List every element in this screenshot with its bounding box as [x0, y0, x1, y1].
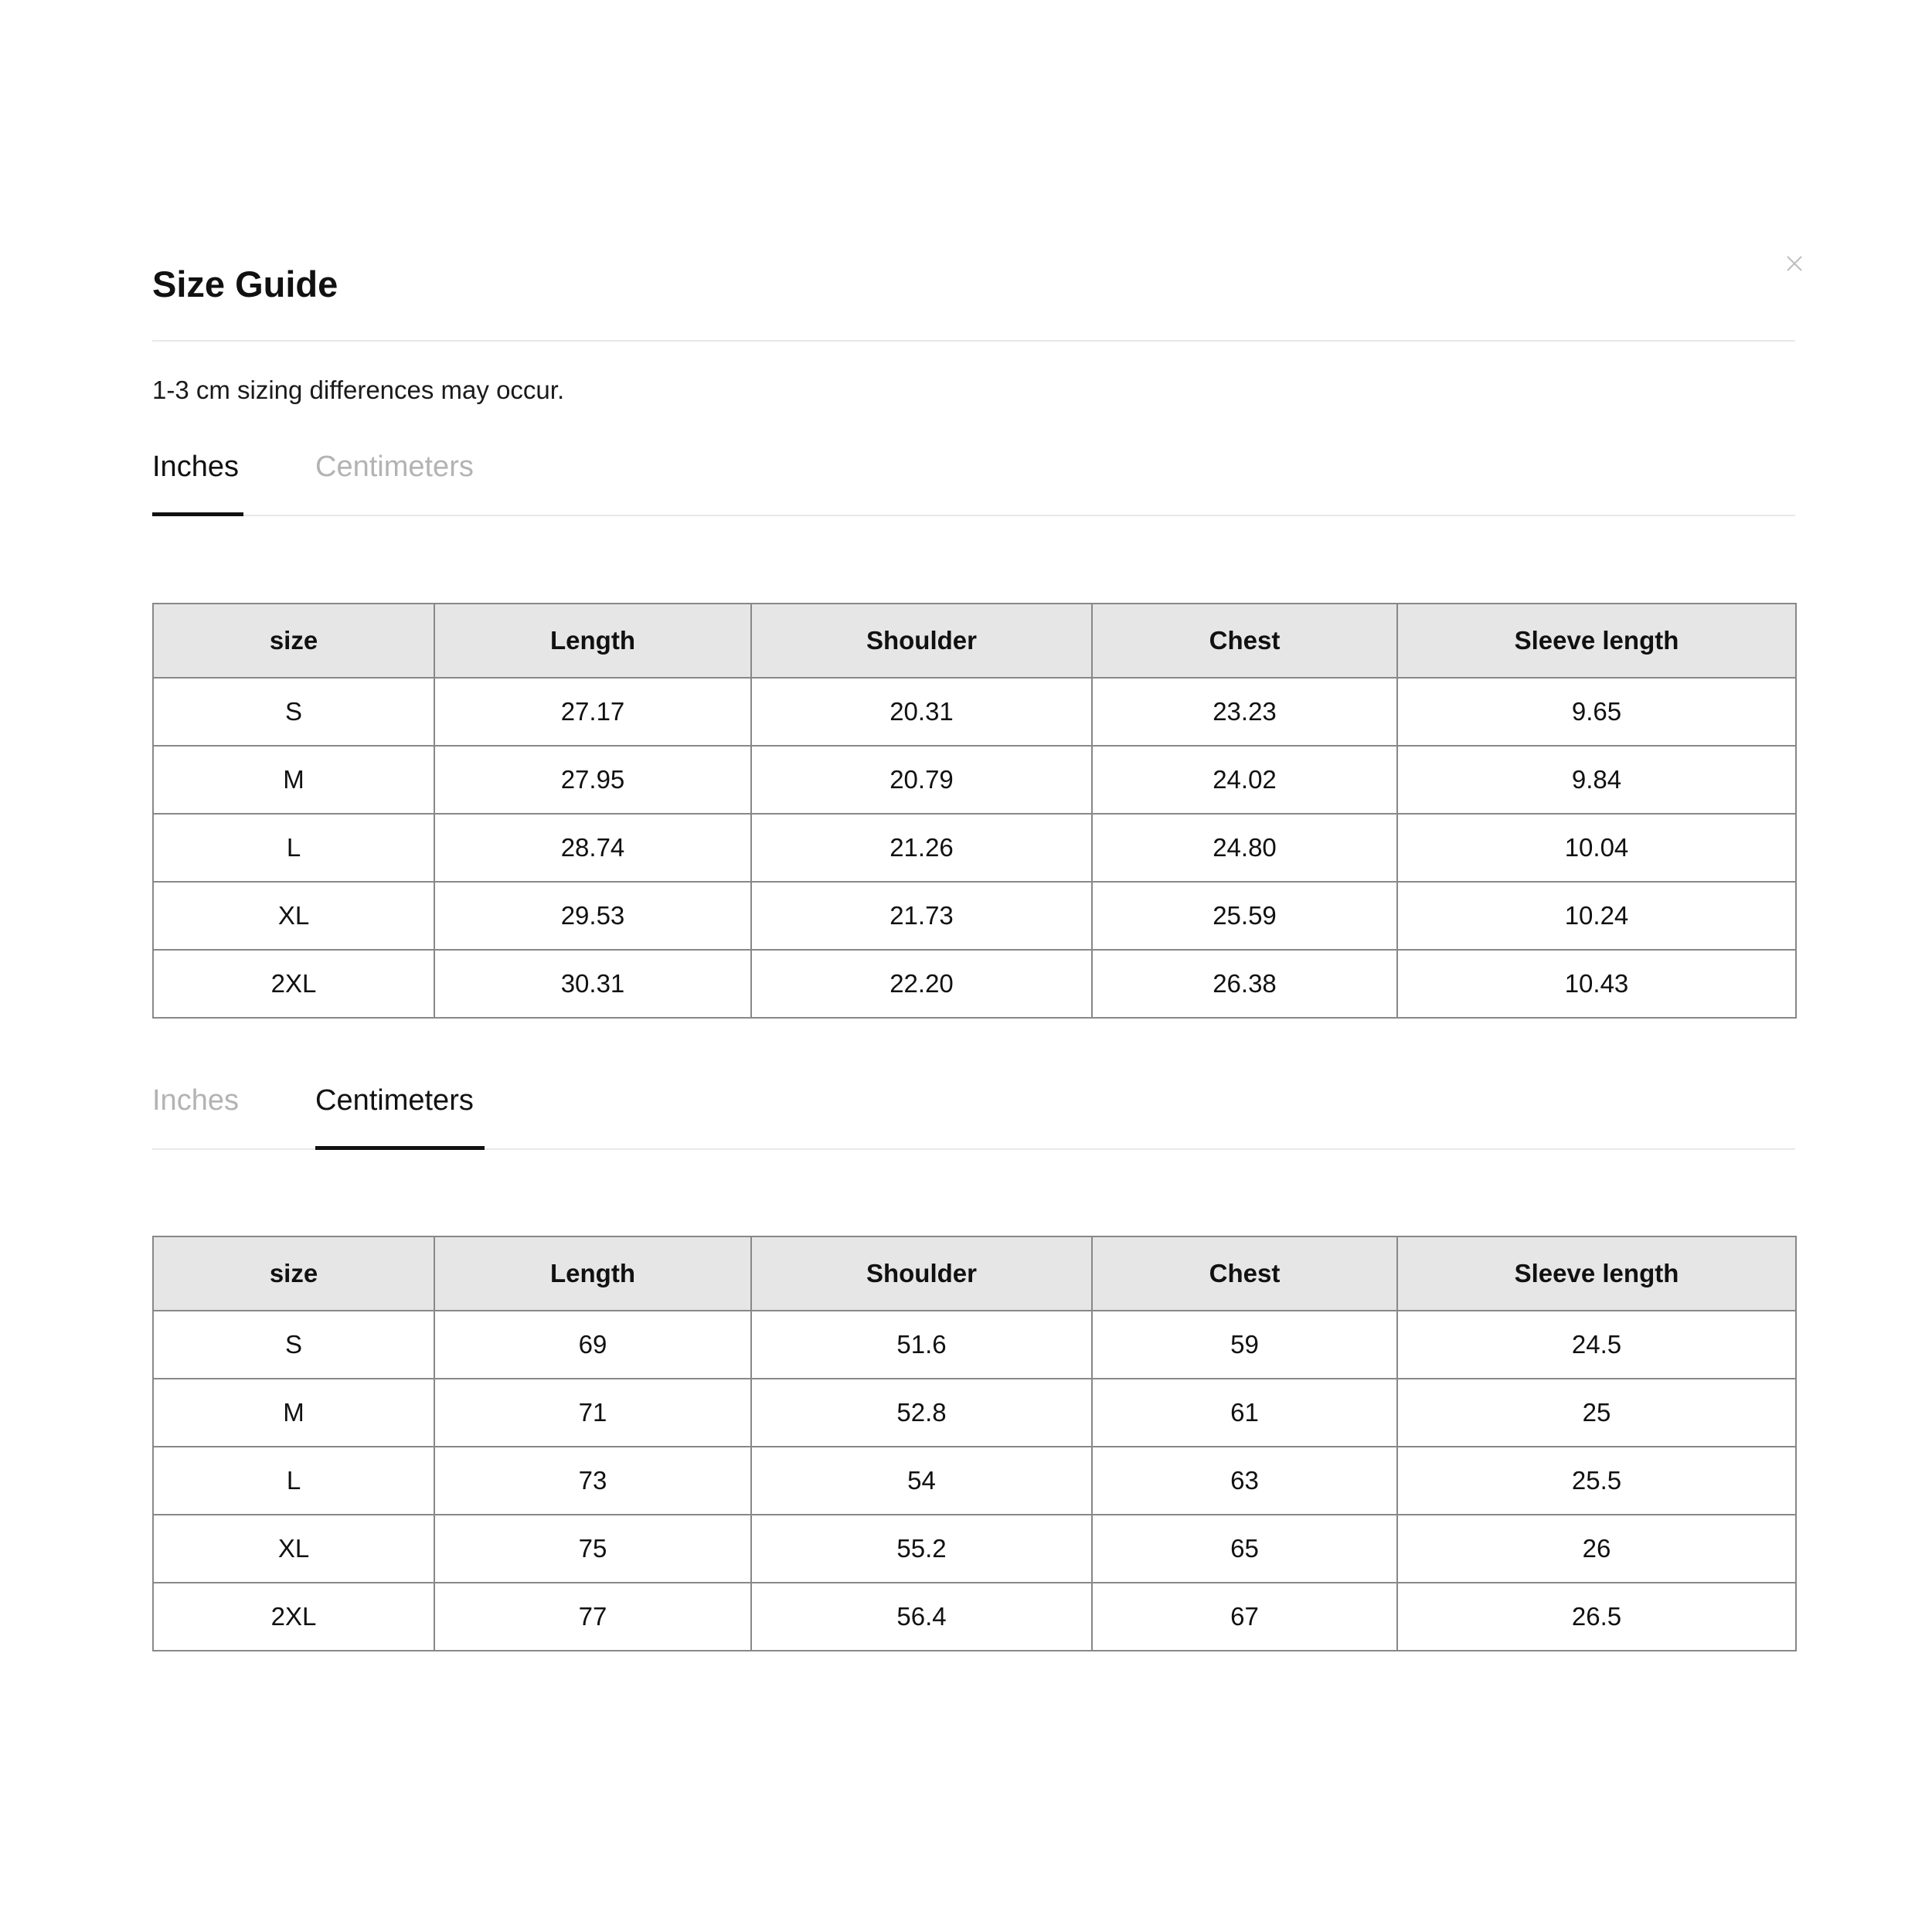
column-header-length: Length	[434, 1236, 751, 1311]
table-cell: 54	[751, 1447, 1092, 1515]
table-cell: 24.02	[1092, 746, 1397, 814]
table-cell: 51.6	[751, 1311, 1092, 1379]
table-cell: 9.84	[1397, 746, 1796, 814]
table-cell: S	[153, 678, 434, 746]
table-cell: 24.5	[1397, 1311, 1796, 1379]
table-cell: 9.65	[1397, 678, 1796, 746]
table-row	[153, 746, 1796, 814]
table-cell: 22.20	[751, 950, 1092, 1018]
table-cell: 28.74	[434, 814, 751, 882]
table-cell: XL	[153, 1515, 434, 1583]
table-cell: 27.17	[434, 678, 751, 746]
tab-inches[interactable]: Inches	[152, 445, 243, 515]
close-icon	[1783, 252, 1806, 275]
table-cell: 52.8	[751, 1379, 1092, 1447]
table-row	[153, 678, 1796, 746]
table-cell: 30.31	[434, 950, 751, 1018]
table-cell: 71	[434, 1379, 751, 1447]
table-cell: 77	[434, 1583, 751, 1651]
table-row	[153, 882, 1796, 950]
table-cell: 10.24	[1397, 882, 1796, 950]
column-header-chest: Chest	[1092, 604, 1397, 678]
unit-tabs-centimeters-view	[152, 1079, 1795, 1150]
modal-header	[152, 232, 1795, 342]
table-cell: 73	[434, 1447, 751, 1515]
table-cell: 2XL	[153, 950, 434, 1018]
table-cell: XL	[153, 882, 434, 950]
table-header-row	[153, 604, 1796, 678]
table-cell: 67	[1092, 1583, 1397, 1651]
modal-title: Size Guide	[152, 264, 338, 304]
table-cell: 26.5	[1397, 1583, 1796, 1651]
column-header-sleeve-length: Sleeve length	[1397, 604, 1796, 678]
size-table-inches	[152, 603, 1797, 1019]
table-cell: 69	[434, 1311, 751, 1379]
table-cell: 29.53	[434, 882, 751, 950]
column-header-chest: Chest	[1092, 1236, 1397, 1311]
table-cell: 27.95	[434, 746, 751, 814]
table-cell: L	[153, 1447, 434, 1515]
table-cell: 10.04	[1397, 814, 1796, 882]
table-row	[153, 1447, 1796, 1515]
table-cell: 20.79	[751, 746, 1092, 814]
table-cell: 25.5	[1397, 1447, 1796, 1515]
table-cell: 26	[1397, 1515, 1796, 1583]
table-cell: 10.43	[1397, 950, 1796, 1018]
sizing-note: 1-3 cm sizing differences may occur.	[152, 376, 565, 404]
table-cell: S	[153, 1311, 434, 1379]
column-header-size: size	[153, 604, 434, 678]
tab-centimeters[interactable]: Centimeters	[315, 451, 474, 483]
table-row	[153, 1515, 1796, 1583]
column-header-size: size	[153, 1236, 434, 1311]
table-cell: 21.73	[751, 882, 1092, 950]
table-cell: 65	[1092, 1515, 1397, 1583]
table-cell: 24.80	[1092, 814, 1397, 882]
table-cell: 59	[1092, 1311, 1397, 1379]
table-cell: 55.2	[751, 1515, 1092, 1583]
column-header-shoulder: Shoulder	[751, 1236, 1092, 1311]
table-cell: M	[153, 746, 434, 814]
table-row	[153, 1311, 1796, 1379]
table-row	[153, 1379, 1796, 1447]
table-row	[153, 1583, 1796, 1651]
tab-inches[interactable]: Inches	[152, 1084, 239, 1117]
tab-centimeters[interactable]: Centimeters	[315, 1079, 485, 1148]
table-header-row	[153, 1236, 1796, 1311]
unit-tabs-inches-view	[152, 445, 1795, 516]
column-header-shoulder: Shoulder	[751, 604, 1092, 678]
column-header-length: Length	[434, 604, 751, 678]
table-cell: 75	[434, 1515, 751, 1583]
size-guide-modal	[152, 232, 1795, 1631]
close-button[interactable]	[1783, 252, 1806, 275]
table-cell: 25.59	[1092, 882, 1397, 950]
column-header-sleeve-length: Sleeve length	[1397, 1236, 1796, 1311]
table-cell: 63	[1092, 1447, 1397, 1515]
table-cell: 56.4	[751, 1583, 1092, 1651]
table-cell: 2XL	[153, 1583, 434, 1651]
table-cell: M	[153, 1379, 434, 1447]
table-row	[153, 814, 1796, 882]
table-row	[153, 950, 1796, 1018]
table-cell: 23.23	[1092, 678, 1397, 746]
size-table-centimeters	[152, 1236, 1797, 1651]
table-cell: 26.38	[1092, 950, 1397, 1018]
table-cell: 21.26	[751, 814, 1092, 882]
table-cell: 20.31	[751, 678, 1092, 746]
table-cell: 25	[1397, 1379, 1796, 1447]
table-cell: 61	[1092, 1379, 1397, 1447]
table-cell: L	[153, 814, 434, 882]
